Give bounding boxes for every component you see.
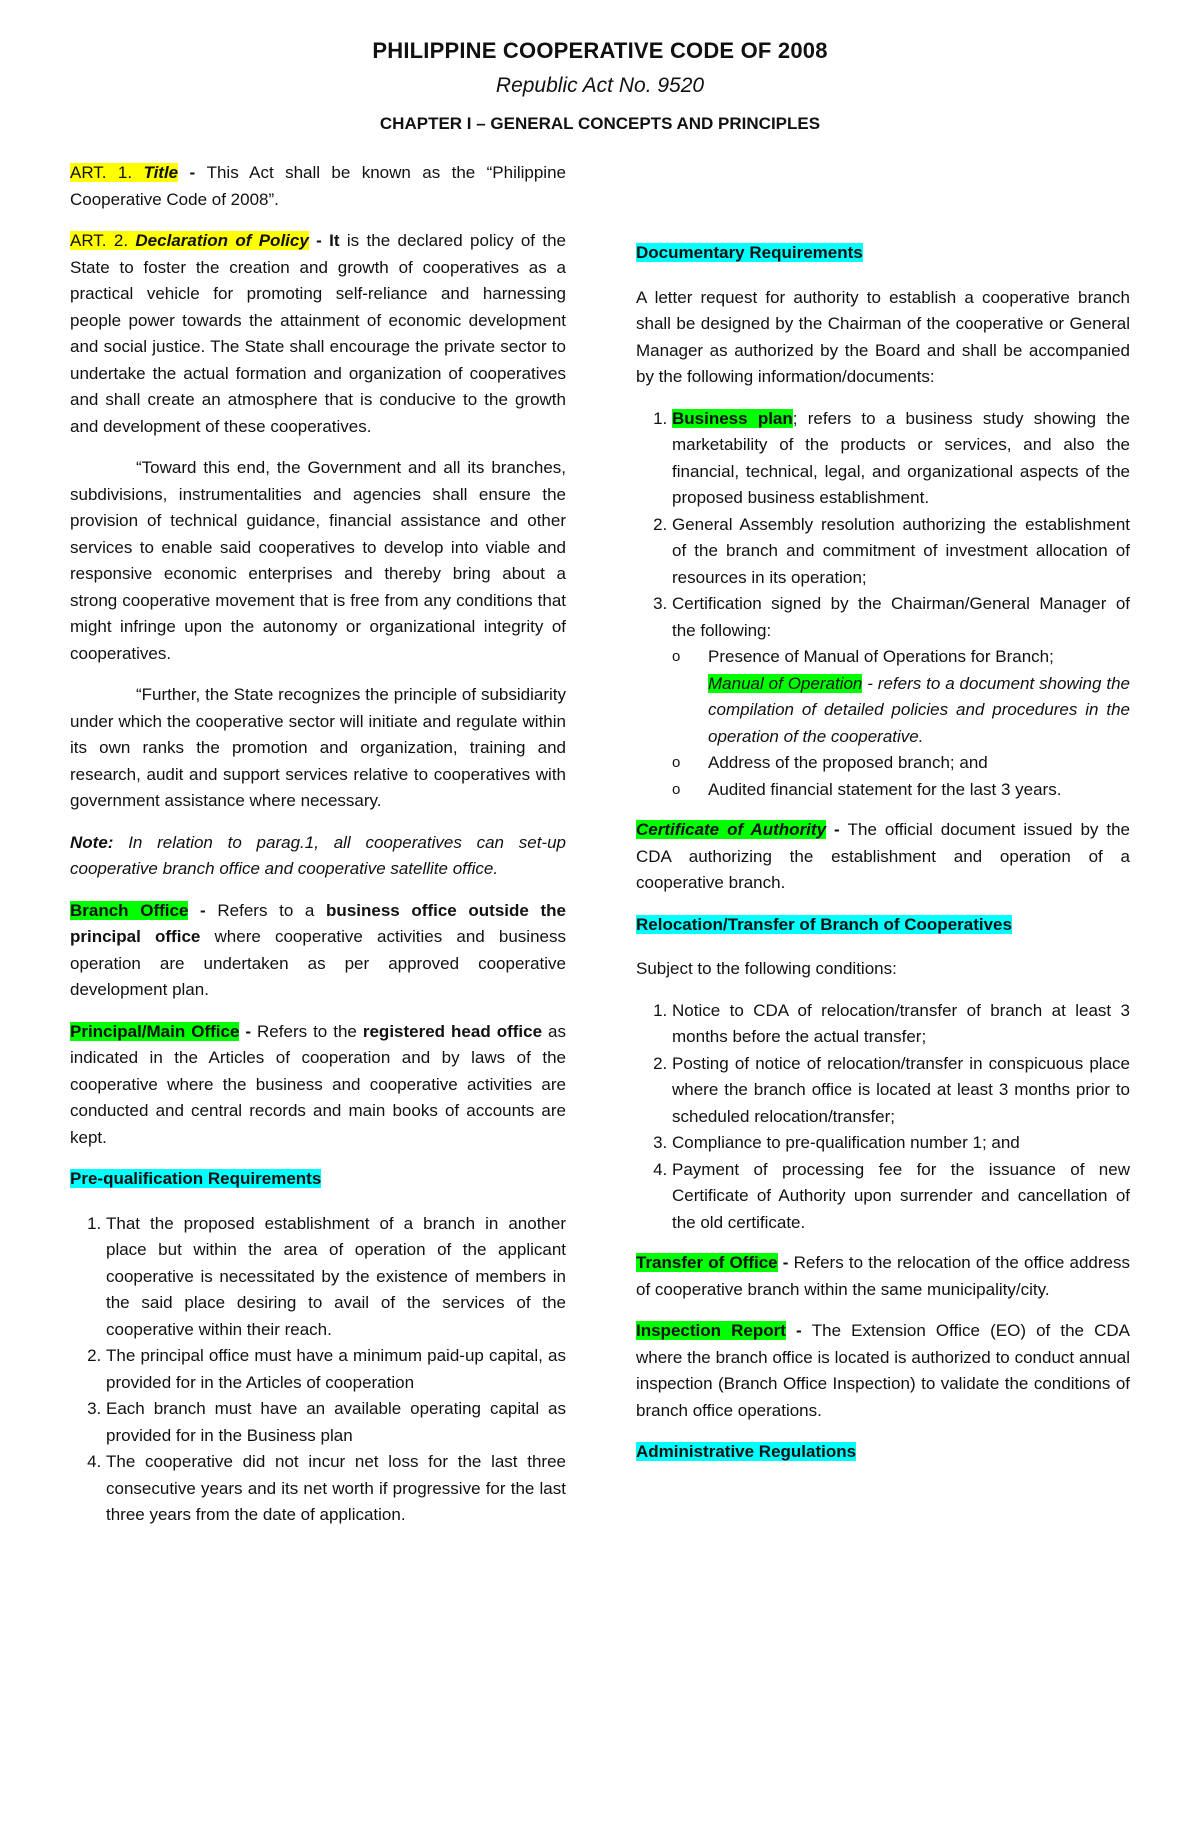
article-1-text: This Act shall be known as the “Philippine Cooperative Code of 2008”. (70, 163, 566, 209)
sub-list-item (672, 644, 1130, 671)
transfer-of-office-label: Transfer of Office (636, 1253, 778, 1272)
inspection-report-definition (636, 1318, 1130, 1424)
principal-office-text-post: as indicated in the Articles of cooperation and by laws of the cooperative where the business and cooperative activities are conducted and central records and main books of accounts are kept. (70, 1021, 566, 1147)
sub-list-item (672, 777, 1130, 804)
list-item: 2. The principal office must have a minimum paid-up capital, as provided for in the Articles of cooperation (106, 1343, 566, 1396)
documentary-requirements-heading-text: Documentary Requirements (636, 243, 863, 262)
relocation-heading-text: Relocation/Transfer of Branch of Cooperatives (636, 914, 1012, 934)
inspection-report-label: Inspection Report (636, 1321, 786, 1340)
sub-item-text: Address of the proposed branch; and (708, 753, 988, 772)
certification-text: Certification signed by the Chairman/General Manager of the following: (672, 594, 1130, 640)
sub-item-text: Presence of Manual of Operations for Branch; (708, 647, 1054, 666)
inspection-report-text: The Extension Office (EO) of the CDA where the branch office is located is authorized to conduct annual inspection (Branch Office Inspection) to validate the conditions of branch office operations. (636, 1321, 1130, 1420)
documentary-requirements-intro: A letter request for authority to establish a cooperative branch shall be designed by the Chairman of the cooperative or General Manager as authorized by the Board and shall be accompanied by the following information/documents: (636, 287, 1130, 386)
article-2-number: ART. 2. (70, 231, 129, 250)
article-1-title: Title (143, 163, 179, 182)
note-text: In relation to parag.1, all cooperatives can set-up cooperative branch office and cooperative satellite office. (70, 832, 566, 878)
chapter-heading: CHAPTER I – GENERAL CONCEPTS AND PRINCIPLES (379, 114, 821, 133)
sub-list-item (672, 750, 1130, 777)
documentary-requirements-list (636, 406, 1130, 804)
left-column (70, 160, 566, 1543)
certification-sublist (672, 644, 1130, 803)
article-1-label (70, 163, 178, 182)
certificate-of-authority-label: Certificate of Authority (636, 820, 827, 839)
note-label: Note: (70, 832, 114, 852)
list-item: 4. The cooperative did not incur net loss for the last three consecutive years and its net worth if progressive for the last three years from the date of application. (106, 1449, 566, 1529)
manual-of-operation-label: Manual of Operation (708, 673, 863, 693)
business-plan-label: Business plan (672, 408, 793, 428)
principal-office-definition (70, 1019, 566, 1152)
branch-office-definition (70, 898, 566, 1004)
separator: - (308, 231, 330, 250)
note-paragraph (70, 830, 566, 883)
separator: - (178, 163, 207, 182)
bullet-icon: o (672, 754, 681, 771)
prequalification-heading-text: Pre-qualification Requirements (70, 1169, 322, 1188)
separator: - (785, 1321, 812, 1340)
article-2 (70, 228, 566, 440)
list-item: 2. Posting of notice of relocation/transfer in conspicuous place where the branch office is located at least 3 months prior to scheduled relocation/transfer; (672, 1051, 1130, 1131)
documentary-requirements-heading (636, 240, 1130, 267)
article-2-text: is the declared policy of the State to foster the creation and growth of cooperatives as a practical vehicle for promoting self-reliance and harnessing people power towards the attainment of economic development and social justice. The State shall encourage the private sector to undertake the actual formation and organization of cooperatives and shall create an atmosphere that is conducive to the growth and development of these cooperatives. (70, 231, 567, 436)
transfer-of-office-definition (636, 1250, 1130, 1303)
document-subtitle: Republic Act No. 9520 (495, 74, 705, 97)
bullet-icon: o (672, 648, 681, 665)
article-2-title: Declaration of Policy (135, 231, 309, 250)
relocation-list (636, 998, 1130, 1237)
separator: - (239, 1021, 258, 1041)
article-2-label (70, 231, 309, 250)
administrative-regulations-heading-text: Administrative Regulations (636, 1442, 857, 1461)
transfer-of-office-text: Refers to the relocation of the office address of cooperative branch within the same municipality/city. (636, 1253, 1130, 1299)
article-1-number: ART. 1. (70, 163, 133, 182)
paragraph-toward: “Toward this end, the Government and all its branches, subdivisions, instrumentalities and agencies shall ensure the provision of technical guidance, financial assistance and other services to enable said cooperatives to develop into viable and responsive economic enterprises and thereby bring about a strong cooperative movement that is free from any conditions that might infringe upon the autonomy or organizational integrity of cooperatives. (70, 458, 566, 663)
administrative-regulations-heading (636, 1439, 1130, 1466)
branch-office-text-bold: business office outside the principal office (70, 900, 566, 946)
article-2-lead: It (329, 231, 340, 250)
document-title: PHILIPPINE COOPERATIVE CODE OF 2008 (372, 38, 828, 63)
list-item: 1. That the proposed establishment of a branch in another place but within the area of operation of the applicant cooperative is necessitated by the existence of members in the said place desiring to avail of the services of the cooperative within their reach. (106, 1211, 566, 1344)
paragraph-further: “Further, the State recognizes the principle of subsidiarity under which the cooperative sector will initiate and regulate within its own ranks the promotion and organization, training and research, audit and support services relative to cooperatives with government assistance where necessary. (70, 685, 566, 810)
branch-office-label: Branch Office (70, 900, 189, 920)
document-header (0, 38, 1200, 134)
prequalification-list (70, 1211, 566, 1529)
bullet-icon: o (672, 780, 681, 798)
principal-office-text-bold: registered head office (362, 1021, 543, 1041)
right-column (636, 240, 1130, 1484)
separator: - (777, 1253, 794, 1272)
principal-office-label: Principal/Main Office (70, 1021, 240, 1041)
principal-office-text-pre: Refers to the (257, 1021, 363, 1041)
relocation-heading (636, 912, 1130, 939)
sub-item-text: Audited financial statement for the last 3 years. (708, 779, 1062, 799)
list-item (672, 406, 1130, 512)
list-item: 4. Payment of processing fee for the issuance of new Certificate of Authority upon surrender and cancellation of the old certificate. (672, 1157, 1130, 1237)
article-1 (70, 160, 566, 213)
certificate-of-authority-definition (636, 817, 1130, 897)
branch-office-text-post: where cooperative activities and business operation are undertaken as per approved cooperative development plan. (70, 927, 566, 999)
manual-of-operation-text: - refers to a document showing the compilation of detailed policies and procedures in the operation of the cooperative. (708, 673, 1130, 746)
prequalification-heading (70, 1166, 566, 1193)
separator: - (188, 900, 218, 920)
branch-office-text-pre: Refers to a (217, 900, 327, 920)
separator: - (826, 820, 848, 839)
list-item: 3. Compliance to pre-qualification number 1; and (672, 1130, 1130, 1157)
list-item (672, 591, 1130, 803)
relocation-intro: Subject to the following conditions: (636, 959, 897, 978)
certificate-of-authority-text: The official document issued by the CDA authorizing the establishment and operation of a cooperative branch. (636, 820, 1130, 892)
list-item: 2. General Assembly resolution authorizing the establishment of the branch and commitment of investment allocation of resources in its operation; (672, 512, 1130, 592)
list-item: 1. Notice to CDA of relocation/transfer of branch at least 3 months before the actual transfer; (672, 998, 1130, 1051)
list-item: 3. Each branch must have an available operating capital as provided for in the Business plan (106, 1396, 566, 1449)
business-plan-text: ; refers to a business study showing the marketability of the products or services, and also the financial, technical, legal, and organizational aspects of the proposed business establishment. (672, 408, 1130, 507)
manual-of-operation-definition (672, 671, 1130, 751)
